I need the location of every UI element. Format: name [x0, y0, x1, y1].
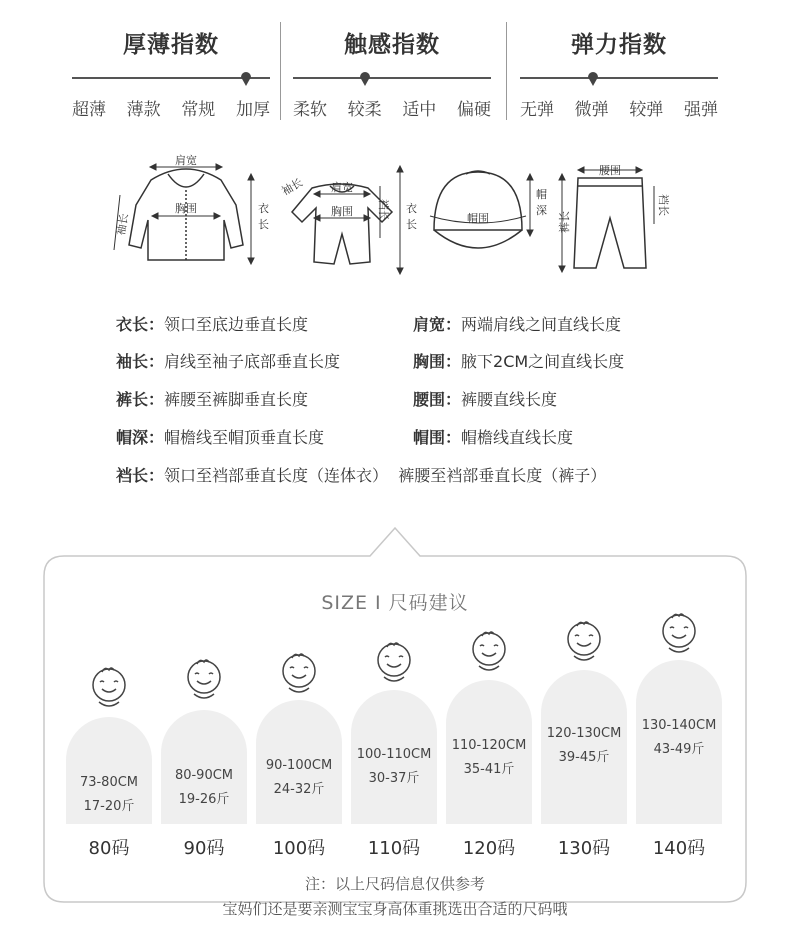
thickness-option: 超薄 [72, 100, 106, 120]
size-height: 130-140CM [641, 718, 717, 733]
romper-sleeve-label: 袖长 [279, 175, 306, 199]
thickness-option: 加厚 [235, 100, 270, 120]
romper-chest-label: 胸围 [331, 205, 353, 218]
definition-key: 帽深： [116, 428, 165, 447]
definition-text: 裤腰至裤脚垂直长度 [164, 390, 309, 409]
size-column [66, 0, 152, 824]
size-height: 110-120CM [451, 738, 527, 753]
size-weight: 39-45斤 [558, 750, 610, 765]
baby-face-icon [184, 656, 224, 708]
jacket-shoulder-label: 肩宽 [175, 154, 197, 167]
size-weight: 30-37斤 [368, 771, 420, 786]
size-height: 90-100CM [265, 758, 333, 773]
definition-text: 肩线至袖子底部垂直长度 [164, 352, 341, 371]
touch-option: 偏硬 [456, 100, 491, 120]
hat-depth-label-a: 帽 [536, 188, 547, 201]
touch-option: 柔软 [293, 100, 327, 120]
size-weight: 17-20斤 [83, 799, 135, 814]
size-weight: 19-26斤 [178, 792, 230, 807]
size-label: 100码 [272, 838, 326, 859]
size-weight: 35-41斤 [463, 762, 515, 777]
definition-key: 肩宽： [413, 315, 462, 334]
jacket-chest-label: 胸围 [175, 202, 197, 215]
baby-face-icon [89, 664, 129, 716]
definition-text: 裤腰直线长度 [461, 390, 558, 409]
definition-key: 裤长： [116, 390, 165, 409]
size-column [636, 0, 722, 824]
size-note: 注：以上尺码信息仅供参考 [304, 875, 485, 893]
elasticity-title: 弹力指数 [571, 32, 667, 58]
size-label: 110码 [367, 838, 421, 859]
romper-crotch-label: 裆长 [377, 199, 390, 221]
baby-face-icon [564, 618, 604, 670]
definition-text: 帽檐线至帽顶垂直长度 [164, 428, 325, 447]
definition-text: 帽檐线直线长度 [461, 428, 574, 447]
definition-key: 裆长： [116, 466, 165, 485]
hat-depth-label-b: 深 [536, 204, 547, 217]
thickness-title: 厚薄指数 [123, 32, 219, 58]
elasticity-option: 微弹 [574, 100, 609, 120]
size-label: 90码 [183, 838, 225, 859]
size-label: 120码 [462, 838, 516, 859]
thickness-option: 常规 [181, 100, 216, 120]
size-note: 宝妈们还是要亲测宝宝身高体重挑选出合适的尺码哦 [222, 900, 568, 918]
definition-key: 袖长： [116, 352, 165, 371]
hat-circ-label: 帽围 [467, 212, 489, 225]
elasticity-option: 无弹 [520, 100, 554, 120]
size-height: 100-110CM [356, 747, 432, 762]
definition-text: 两端肩线之间直线长度 [461, 315, 622, 334]
baby-face-icon [469, 628, 509, 680]
romper-shoulder-label: 肩宽 [331, 181, 353, 194]
baby-face-icon [374, 639, 414, 691]
jacket-sleeve-label: 袖长 [114, 212, 131, 237]
definition-text: 领口至裆部垂直长度（连体衣） 裤腰至裆部垂直长度（裤子） [164, 466, 607, 485]
jacket-length-label-a: 衣 [258, 202, 269, 215]
size-height: 73-80CM [79, 775, 139, 790]
size-title: SIZE I 尺码建议 [321, 592, 469, 614]
size-column [256, 0, 342, 824]
pants-waist-label: 腰围 [599, 164, 621, 177]
baby-face-icon [659, 610, 699, 662]
definition-text: 腋下2CM之间直线长度 [461, 352, 625, 371]
definition-text: 领口至底边垂直长度 [164, 315, 309, 334]
definition-key: 衣长： [116, 315, 165, 334]
touch-option: 适中 [402, 100, 437, 120]
romper-length-label-a: 衣 [406, 202, 417, 215]
size-label: 80码 [88, 838, 130, 859]
romper-length-label-b: 长 [406, 218, 417, 231]
elasticity-option: 强弹 [683, 100, 718, 120]
definition-key: 胸围： [413, 352, 462, 371]
size-column [351, 0, 437, 824]
size-column [446, 0, 532, 824]
size-weight: 43-49斤 [653, 742, 705, 757]
baby-face-icon [279, 650, 319, 702]
size-column [161, 0, 247, 824]
size-height: 80-90CM [174, 768, 234, 783]
touch-title: 触感指数 [344, 32, 440, 58]
touch-option: 较柔 [347, 100, 382, 120]
pants-crotch-label: 裆长 [657, 194, 670, 216]
size-label: 130码 [557, 838, 611, 859]
size-weight: 24-32斤 [273, 782, 325, 797]
jacket-length-label-b: 长 [258, 218, 269, 231]
pants-length-label: 裤长 [558, 211, 571, 233]
size-column [541, 0, 627, 824]
size-label: 140码 [652, 838, 706, 859]
definition-key: 帽围： [413, 428, 462, 447]
definition-key: 腰围： [413, 390, 462, 409]
thickness-option: 薄款 [126, 100, 161, 120]
size-height: 120-130CM [546, 726, 622, 741]
elasticity-option: 较弹 [629, 100, 664, 120]
